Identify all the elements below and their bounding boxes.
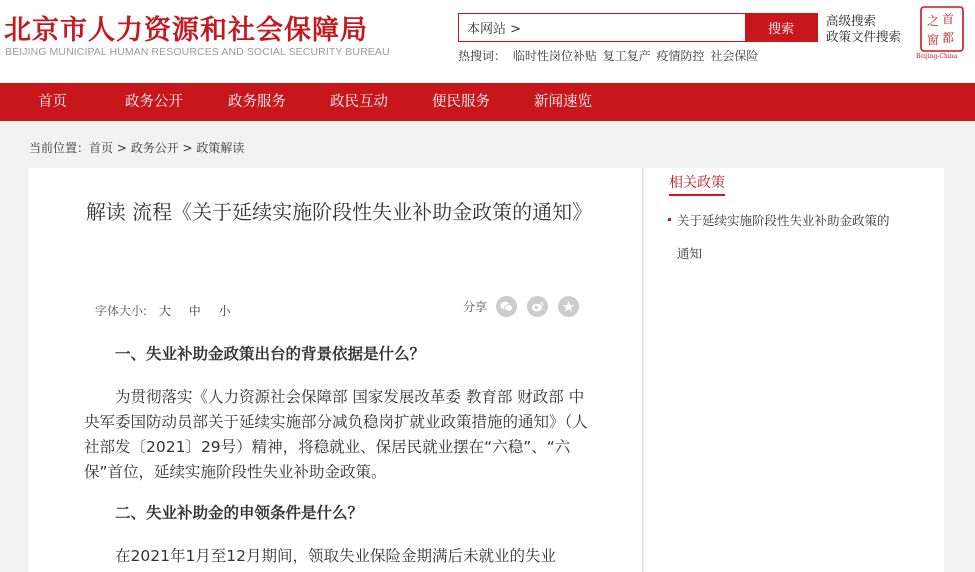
body-paragraph: 为贯彻落实《人力资源社会保障部 国家发展改革委 教育部 财政部 中央军委国防动员部关于延续实施部分减负稳岗扩就业政策措施的通知》（人社部发〔2021〕29号）精神，将稳就业、保居民就业摆在“六稳”、“六保”首位，延续实施阶段性失业补助金政策。 [84, 388, 588, 481]
breadcrumb-item[interactable]: 政策解读 [196, 141, 245, 155]
site-title[interactable]: 北京市人力资源和社会保障局 [4, 15, 368, 46]
hot-word-link[interactable]: 社会保险 [710, 49, 759, 63]
font-size-label: 字体大小: [95, 304, 148, 318]
search-box [458, 13, 818, 42]
nav-item-public-services[interactable]: 便民服务 [432, 94, 490, 110]
font-size-medium-button[interactable]: 中 [188, 304, 201, 318]
breadcrumb-item[interactable]: 首页 [89, 141, 114, 155]
breadcrumb-item[interactable]: 政务公开 [130, 141, 179, 155]
hot-word-link[interactable]: 临时性岗位补贴 [512, 49, 597, 63]
related-policy-link[interactable]: 关于延续实施阶段性失业补助金政策的通知 [677, 213, 890, 261]
svg-text:窗: 窗 [927, 33, 940, 47]
svg-text:首: 首 [942, 12, 955, 26]
search-input[interactable] [459, 14, 745, 41]
breadcrumb [29, 139, 244, 156]
font-size-small-button[interactable]: 小 [218, 304, 231, 318]
article-content [84, 342, 594, 572]
nav-item-home[interactable]: 首页 [38, 94, 67, 110]
main-nav [0, 83, 975, 121]
breadcrumb-separator: > [113, 141, 131, 155]
breadcrumb-separator: > [178, 141, 197, 155]
hot-word-link[interactable]: 复工复产 [602, 49, 651, 63]
search-button[interactable]: 搜索 [745, 14, 817, 41]
advanced-search-links [826, 13, 901, 45]
related-policies-list [668, 204, 898, 270]
font-size-large-button[interactable]: 大 [158, 304, 171, 318]
hot-search-words [458, 47, 760, 64]
body-paragraph: 在2021年1月至12月期间，领取失业保险金期满后未就业的失业 [115, 547, 557, 565]
wechat-icon[interactable] [496, 296, 517, 317]
question-heading: 一、失业补助金政策出台的背景依据是什么？ [115, 345, 426, 363]
share-label: 分享 [463, 300, 488, 314]
site-header [0, 0, 975, 83]
nav-item-gov-affairs[interactable]: 政务公开 [125, 94, 183, 110]
nav-item-interaction[interactable]: 政民互动 [330, 94, 388, 110]
font-size-control [95, 302, 245, 319]
svg-text:都: 都 [942, 31, 955, 45]
article-title: 解读 流程《关于延续实施阶段性失业补助金政策的通知》 [85, 200, 593, 224]
hot-search-label: 热搜词： [458, 49, 507, 63]
policy-search-link[interactable]: 政策文件搜索 [826, 29, 902, 44]
hot-word-link[interactable]: 疫情防控 [656, 49, 705, 63]
favorite-icon[interactable] [558, 296, 579, 317]
related-policies-title: 相关政策 [669, 172, 725, 196]
article-panel [29, 168, 643, 572]
logo-caption: Beijing-China [916, 53, 958, 60]
nav-item-gov-services[interactable]: 政务服务 [228, 94, 286, 110]
nav-item-news[interactable]: 新闻速览 [534, 94, 592, 110]
site-subtitle: BEIJING MUNICIPAL HUMAN RESOURCES AND SOCIAL SECURITY BUREAU [5, 46, 390, 58]
advanced-search-link[interactable]: 高级搜索 [826, 13, 877, 28]
list-bullet [668, 218, 671, 221]
breadcrumb-label: 当前位置： [29, 141, 90, 155]
capital-window-logo[interactable] [920, 6, 964, 52]
weibo-icon[interactable] [527, 296, 548, 317]
svg-text:之: 之 [927, 14, 940, 28]
question-heading: 二、失业补助金的申领条件是什么？ [115, 504, 364, 522]
share-bar [463, 296, 589, 317]
related-policies-sidebar [644, 168, 944, 572]
